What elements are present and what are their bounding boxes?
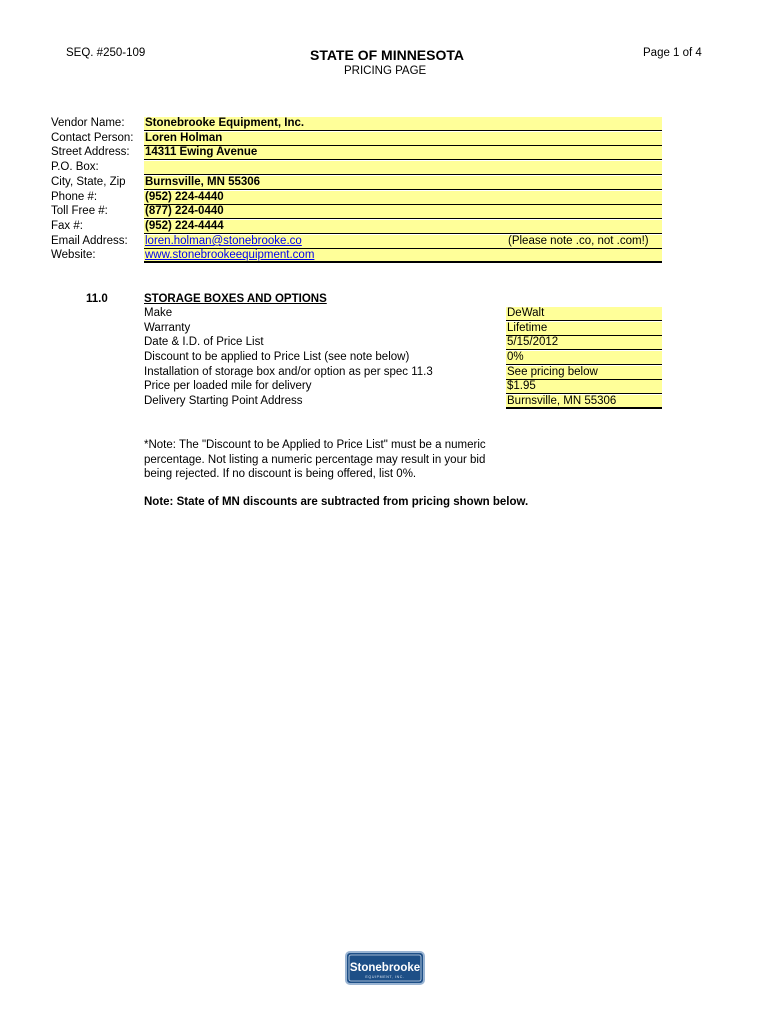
email-field[interactable]	[144, 235, 662, 249]
page-subtitle: PRICING PAGE	[344, 65, 427, 77]
stonebrooke-logo	[345, 951, 425, 985]
section-heading: STORAGE BOXES AND OPTIONS	[144, 293, 327, 305]
section-row-label: Date & I.D. of Price List	[144, 336, 264, 348]
logo-tagline: EQUIPMENT, INC.	[365, 975, 405, 979]
toll-free-field[interactable]	[144, 205, 662, 219]
label-contact-person: Contact Person:	[51, 132, 134, 144]
label-city-state-zip: City, State, Zip	[51, 176, 126, 188]
label-website: Website:	[51, 249, 96, 261]
phone-value: (952) 224-4440	[145, 191, 224, 203]
page-number: Page 1 of 4	[643, 47, 702, 59]
vendor-name-field[interactable]	[144, 117, 662, 131]
label-fax: Fax #:	[51, 220, 83, 232]
city-state-zip-field[interactable]	[144, 176, 662, 190]
section-row-label: Discount to be applied to Price List (see note below)	[144, 351, 410, 363]
label-phone: Phone #:	[51, 191, 98, 203]
section-number: 11.0	[86, 293, 108, 305]
label-vendor-name: Vendor Name:	[51, 117, 125, 129]
city-state-zip-value: Burnsville, MN 55306	[145, 176, 261, 188]
logo-graphic	[345, 951, 425, 985]
mn-discount-note: Note: State of MN discounts are subtracted from pricing shown below.	[144, 496, 529, 508]
warranty-value[interactable]: Lifetime	[506, 322, 662, 336]
price-list-date-value[interactable]: 5/15/2012	[506, 336, 662, 350]
page-title: STATE OF MINNESOTA	[310, 47, 464, 63]
po-box-field[interactable]	[144, 161, 662, 175]
logo-text: Stonebrooke	[349, 962, 421, 974]
street-address-value: 14311 Ewing Avenue	[145, 146, 258, 158]
label-toll-free: Toll Free #:	[51, 205, 108, 217]
label-street-address: Street Address:	[51, 146, 130, 158]
label-email: Email Address:	[51, 235, 128, 247]
toll-free-value: (877) 224-0440	[145, 205, 224, 217]
discount-note: *Note: The "Discount to be Applied to Price List" must be a numeric percentage. Not listing a numeric percentage may result in your bid being rejected. If no discount is being offered, list 0%.	[144, 439, 486, 480]
vendor-name-value: Stonebrooke Equipment, Inc.	[145, 117, 305, 129]
section-row-label: Installation of storage box and/or option as per spec 11.3	[144, 366, 433, 378]
fax-field[interactable]	[144, 220, 662, 234]
make-value[interactable]: DeWalt	[506, 307, 662, 321]
website-link[interactable]: www.stonebrookeequipment.com	[145, 249, 315, 261]
contact-person-field[interactable]	[144, 132, 662, 146]
fax-value: (952) 224-4444	[145, 220, 224, 232]
installation-value[interactable]: See pricing below	[506, 366, 662, 380]
section-row-label: Price per loaded mile for delivery	[144, 380, 312, 392]
website-field[interactable]	[144, 249, 662, 263]
seq-number: SEQ. #250-109	[66, 47, 146, 59]
delivery-start-value[interactable]: Burnsville, MN 55306	[506, 395, 662, 409]
contact-person-value: Loren Holman	[145, 132, 223, 144]
label-po-box: P.O. Box:	[51, 161, 99, 173]
email-note: (Please note .co, not .com!)	[508, 235, 649, 247]
phone-field[interactable]	[144, 191, 662, 205]
section-row-label: Warranty	[144, 322, 191, 334]
section-row-label: Make	[144, 307, 173, 319]
discount-value[interactable]: 0%	[506, 351, 662, 365]
section-row-label: Delivery Starting Point Address	[144, 395, 303, 407]
email-link[interactable]: loren.holman@stonebrooke.co	[145, 235, 302, 247]
delivery-price-value[interactable]: $1.95	[506, 380, 662, 394]
street-address-field[interactable]	[144, 146, 662, 160]
po-box-value	[144, 161, 145, 173]
